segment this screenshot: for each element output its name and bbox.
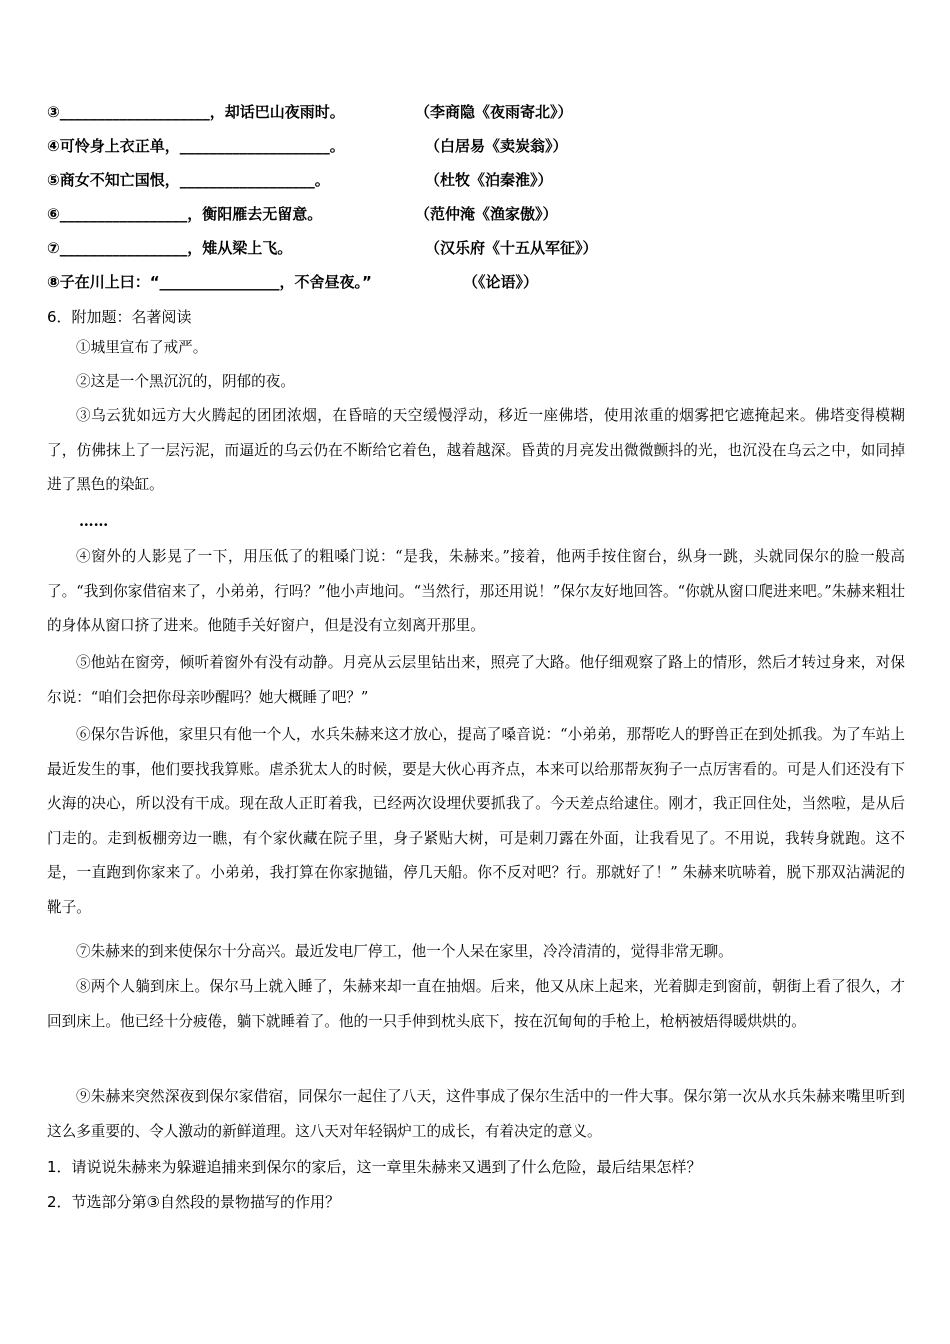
poem-source-4: （白居易《卖炭翁》） — [425, 137, 568, 155]
section-heading: 6．附加题：名著阅读 — [47, 308, 192, 326]
poem-source-5: （杜牧《泊秦淮》） — [425, 171, 553, 189]
poem-line-8: ⑧子在川上曰：“________________，不舍昼夜。” — [47, 273, 372, 291]
question-1: 1．请说说朱赫来为躲避追捕来到保尔的家后，这一章里朱赫来又遇到了什么危险，最后结果怎样？ — [47, 1158, 702, 1176]
paragraph-5: ⑤他站在窗旁，倾听着窗外有没有动静。月亮从云层里钻出来，照亮了大路。他仔细观察了路上的情形，然后才转过身来，对保尔说：“咱们会把你母亲吵醒吗？她大概睡了吧？” — [47, 654, 905, 706]
poem-source-7: （汉乐府《十五从军征》） — [425, 239, 598, 257]
poem-line-5: ⑤商女不知亡国恨，__________________。 — [47, 171, 330, 189]
paragraph-7: ⑦朱赫来的到来使保尔十分高兴。最近发电厂停工，他一个人呆在家里，冷冷清清的，觉得非常无聊。 — [76, 943, 733, 960]
poem-source-8: （《论语》） — [463, 273, 539, 291]
paragraph-3: ③乌云犹如远方大火腾起的团团浓烟，在昏暗的天空缓慢浮动，移近一座佛塔，使用浓重的烟雾把它遮掩起来。佛塔变得模糊了，仿佛抹上了一层污泥，而逼近的乌云仍在不断给它着色，越着越深。昏黄的月亮发出微微颤抖的光，也沉没在乌云之中，如同掉进了黑色的染缸。 — [47, 407, 905, 493]
paragraph-2: ②这是一个黑沉沉的，阴郁的夜。 — [76, 373, 295, 390]
poem-source-6: （范仲淹《渔家傲》） — [415, 205, 558, 223]
question-2: 2．节选部分第③自然段的景物描写的作用？ — [47, 1193, 340, 1211]
poem-line-3: ③____________________，却话巴山夜雨时。 — [47, 103, 345, 121]
poem-source-3: （李商隐《夜雨寄北》） — [415, 103, 573, 121]
paragraph-6: ⑥保尔告诉他，家里只有他一个人，水兵朱赫来这才放心，提高了嗓音说：“小弟弟，那帮吃人的野兽正在到处抓我。为了车站上最近发生的事，他们要找我算账。虐杀犹太人的时候，要是大伙心再齐点，本来可以给那帮灰狗子一点厉害看的。可是人们还没有下火海的决心，所以没有干成。现在敌人正盯着我，已经两次设埋伏要抓我了。今天差点给逮住。刚才，我正回住处，当然啦，是从后门走的。走到板棚旁边一瞧，有个家伙藏在院子里，身子紧贴大树，可是刺刀露在外面，让我看见了。不用说，我转身就跑。这不是，一直跑到你家来了。小弟弟，我打算在你家抛锚，停几天船。你不反对吧？行。那就好了！” 朱赫来吭哧着，脱下那双沾满泥的靴子。 — [47, 726, 905, 916]
paragraph-1: ①城里宣布了戒严。 — [76, 339, 208, 356]
paragraph-8: ⑧两个人躺到床上。保尔马上就入睡了，朱赫来却一直在抽烟。后来，他又从床上起来，光着脚走到窗前，朝街上看了很久，才回到床上。他已经十分疲倦，躺下就睡着了。他的一只手伸到枕头底下，按在沉甸甸的手枪上，枪柄被焐得暖烘烘的。 — [47, 978, 905, 1030]
poem-line-4: ④可怜身上衣正单，____________________。 — [47, 137, 345, 155]
ellipsis: …… — [79, 513, 109, 530]
poem-line-6: ⑥_________________，衡阳雁去无留意。 — [47, 205, 323, 223]
paragraph-9: ⑨朱赫来突然深夜到保尔家借宿，同保尔一起住了八天，这件事成了保尔生活中的一件大事。保尔第一次从水兵朱赫来嘴里听到这么多重要的、令人激动的新鲜道理。这八天对年轻锅炉工的成长，有着决定的意义。 — [47, 1088, 905, 1140]
paragraph-4: ④窗外的人影晃了一下，用压低了的粗嗓门说：“是我，朱赫来。”接着，他两手按住窗台，纵身一跳，头就同保尔的脸一般高了。“我到你家借宿来了，小弟弟，行吗？”他小声地问。“当然行，那还用说！”保尔友好地回答。“你就从窗口爬进来吧。”朱赫来粗壮的身体从窗口挤了进来。他随手关好窗户，但是没有立刻离开那里。 — [47, 548, 905, 634]
poem-line-7: ⑦_________________，雉从梁上飞。 — [47, 239, 293, 257]
